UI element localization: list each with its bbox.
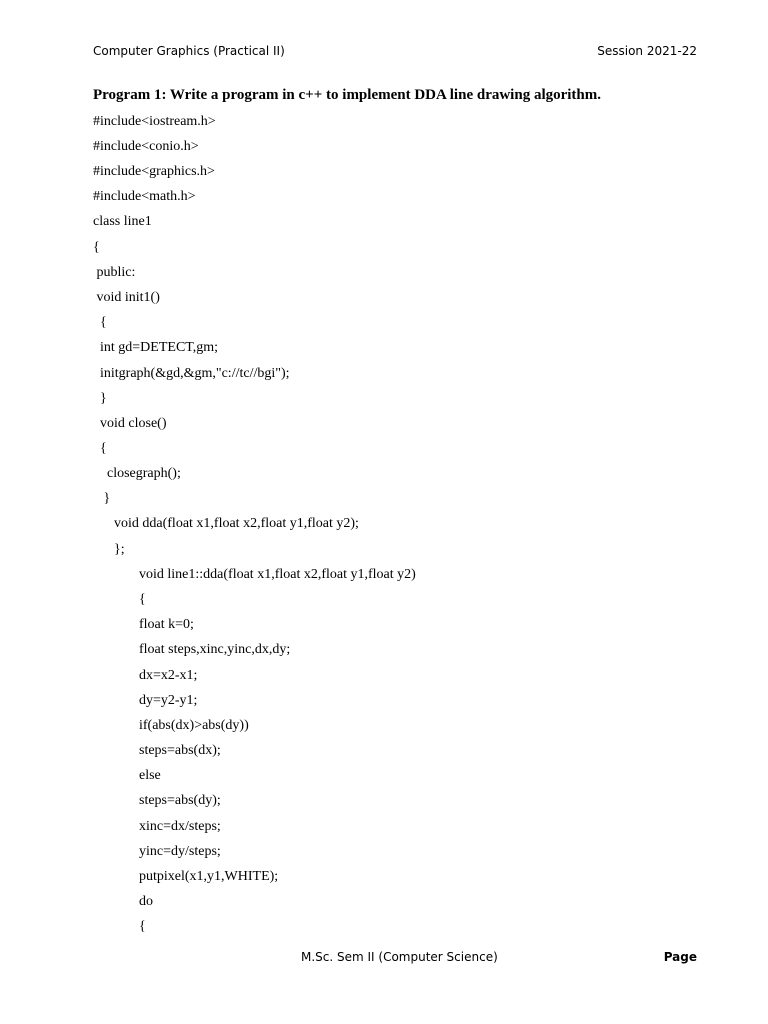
code-line: do <box>139 894 153 909</box>
code-line: if(abs(dx)>abs(dy)) <box>139 718 249 733</box>
code-line: steps=abs(dx); <box>139 743 221 758</box>
code-line: { <box>139 592 146 607</box>
code-line: xinc=dx/steps; <box>139 819 221 834</box>
code-line: #include<graphics.h> <box>93 164 215 179</box>
code-line: public: <box>93 265 136 280</box>
code-line: void dda(float x1,float x2,float y1,float y2); <box>93 516 359 531</box>
header-course-title: Computer Graphics (Practical II) <box>93 44 285 58</box>
code-line: closegraph(); <box>93 466 181 481</box>
footer-page-label: Page <box>663 950 697 964</box>
code-line: steps=abs(dy); <box>139 793 221 808</box>
code-line: dx=x2-x1; <box>139 668 198 683</box>
code-line: float steps,xinc,yinc,dx,dy; <box>139 642 291 657</box>
code-line: { <box>93 240 100 255</box>
code-line: void init1() <box>93 290 160 305</box>
code-line: void line1::dda(float x1,float x2,float y1,float y2) <box>139 567 416 582</box>
code-line: { <box>93 441 107 456</box>
code-line: class line1 <box>93 214 152 229</box>
code-line: putpixel(x1,y1,WHITE); <box>139 869 279 884</box>
code-line: } <box>93 391 107 406</box>
code-line: }; <box>93 542 125 557</box>
program-title: Program 1: Write a program in c++ to implement DDA line drawing algorithm. <box>93 87 602 103</box>
code-line: dy=y2-y1; <box>139 693 198 708</box>
code-line: #include<conio.h> <box>93 139 199 154</box>
code-line: } <box>93 491 111 506</box>
code-line: initgraph(&gd,&gm,"c://tc//bgi"); <box>93 366 290 381</box>
footer-course: M.Sc. Sem II (Computer Science) <box>301 950 498 964</box>
code-line: else <box>139 768 161 783</box>
code-line: #include<iostream.h> <box>93 114 216 129</box>
code-line: { <box>93 315 107 330</box>
code-line: int gd=DETECT,gm; <box>93 340 219 355</box>
header-session: Session 2021-22 <box>597 44 697 58</box>
code-line: { <box>139 919 146 934</box>
code-line: yinc=dy/steps; <box>139 844 221 859</box>
code-line: float k=0; <box>139 617 194 632</box>
code-line: #include<math.h> <box>93 189 196 204</box>
code-line: void close() <box>93 416 167 431</box>
